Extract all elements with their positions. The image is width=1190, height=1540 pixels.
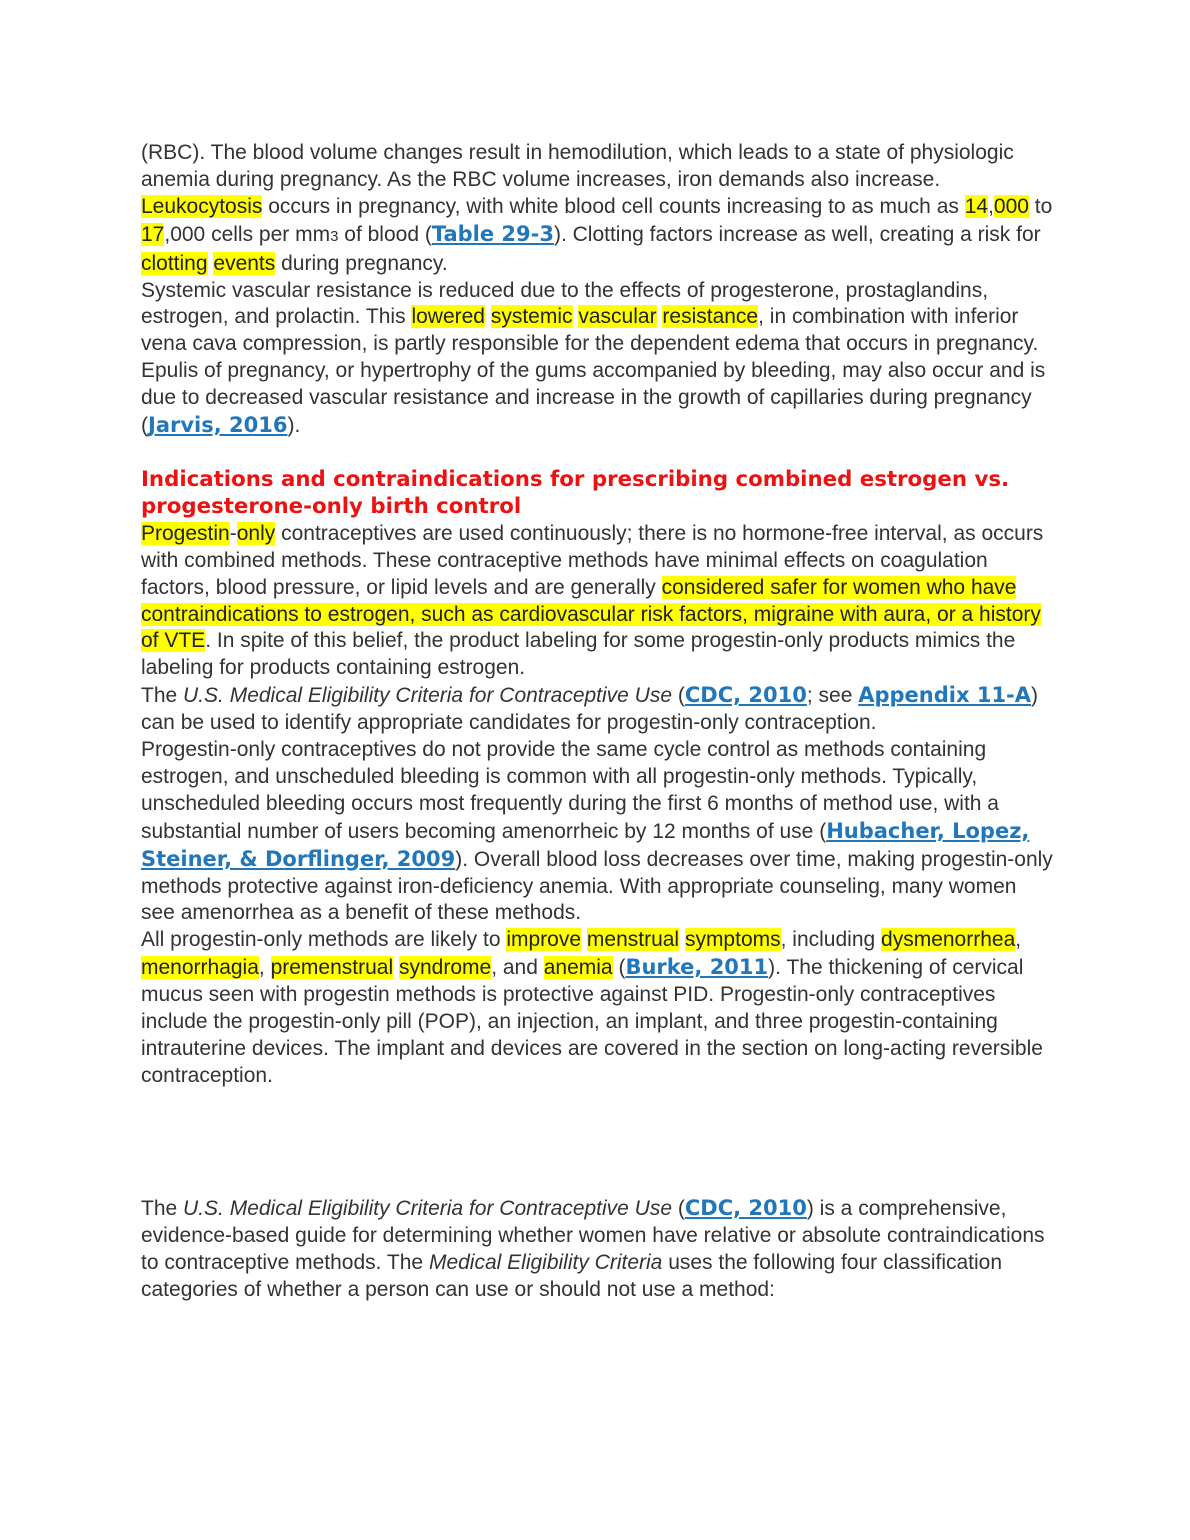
highlight: only: [236, 521, 276, 545]
highlight: anemia: [543, 956, 613, 980]
link-cdc-2010[interactable]: CDC, 2010: [684, 683, 807, 708]
highlight: dysmenorrhea: [881, 928, 1016, 952]
link-jarvis-2016[interactable]: Jarvis, 2016: [148, 413, 288, 438]
link-hubacher-2009[interactable]: Hubacher, Lopez, Steiner, & Dorflinger, 2009: [141, 818, 1030, 871]
highlight: syndrome: [398, 956, 492, 980]
paragraph-cycle-control: Progestin-only contraceptives do not provide the same cycle control as methods containing estrogen, and unscheduled bleeding is common with all progestin-only methods. Typically, unscheduled bleeding occurs most frequently during the first 6 months of method use, with a substantial number of users becoming amenorrheic by 12 months of use (Hubacher, Lopez, Steiner, & Dorflinger, 2009). Overall blood loss decreases over time, making progestin-only methods protective against iron-deficiency anemia. With appropriate counseling, many women see amenorrhea as a benefit of these methods.: [141, 738, 1053, 925]
paragraph-blood-volume: (RBC). The blood volume changes result in hemodilution, which leads to a state of physiologic anemia during pregnancy. As the RBC volume increases, iron demands also increase. Leukocytosis occurs in pregnancy, with white blood cell counts increasing to as much as 14,000 to 17,000 cells per mm3 of blood (Table 29-3). Clotting factors increase as well, creating a risk for clotting events during pregnancy.: [141, 141, 1053, 275]
highlight: symptoms: [684, 928, 781, 952]
highlight: systemic: [490, 305, 573, 329]
highlight: Progestin: [141, 521, 230, 545]
paragraph-progestin-only: Progestin-only contraceptives are used continuously; there is no hormone-free interval, as occurs with combined methods. These contraceptive methods have minimal effects on coagulation factors, blood pressure, or lipid levels and are generally considered safer for women who have contraindications to estrogen, such as cardiovascular risk factors, migraine with aura, or a history of VTE. In spite of this belief, the product labeling for some progestin-only products mimics the labeling for products containing estrogen.: [141, 521, 1044, 680]
highlight: resistance: [662, 305, 759, 329]
highlight: Leukocytosis: [141, 194, 263, 218]
section-heading: Indications and contraindications for prescribing combined estrogen vs. progesterone-only birth control: [141, 466, 1010, 519]
highlight: events: [213, 251, 276, 275]
paragraph-vascular-resistance: Systemic vascular resistance is reduced due to the effects of progesterone, prostaglandins, estrogen, and prolactin. This lowered systemic vascular resistance, in combination with inferior vena cava compression, is partly responsible for the dependent edema that occurs in pregnancy. Epulis of pregnancy, or hypertrophy of the gums accompanied by bleeding, may also occur and is due to decreased vascular resistance and increase in the growth of capillaries during pregnancy (Jarvis, 2016).: [141, 278, 1046, 438]
paragraph-mec-categories: The U.S. Medical Eligibility Criteria for Contraceptive Use (CDC, 2010) is a comprehensive, evidence-based guide for determining whether women have relative or absolute contraindications to contraceptive methods. The Medical Eligibility Criteria uses the following four classification categories of whether a person can use or should not use a method:: [141, 1195, 1045, 1301]
paragraph-eligibility-criteria: The U.S. Medical Eligibility Criteria for Contraceptive Use (CDC, 2010; see Appendix 11-A) can be used to identify appropriate candidates for progestin-only contraception.: [141, 683, 1039, 735]
highlight: premenstrual: [270, 956, 394, 980]
highlight: clotting: [141, 251, 208, 275]
highlight: lowered: [411, 305, 485, 329]
highlight: improve: [506, 928, 582, 952]
highlight: 000: [993, 194, 1029, 218]
highlight: menstrual: [586, 928, 680, 952]
highlight: menorrhagia: [141, 956, 259, 980]
link-appendix-11-a[interactable]: Appendix 11-A: [858, 683, 1032, 708]
link-table-29-3[interactable]: Table 29-3: [431, 221, 554, 246]
highlight: vascular: [578, 305, 657, 329]
link-burke-2011[interactable]: Burke, 2011: [625, 955, 769, 980]
highlight: 17: [141, 222, 165, 246]
document-page: [141, 140, 1053, 1303]
link-cdc-2010-second[interactable]: CDC, 2010: [684, 1195, 807, 1220]
highlight: 14: [964, 194, 989, 218]
highlight: considered safer for women who have contraindications to estrogen, such as cardiovascular risk factors, migraine with aura, or a history of VTE: [141, 575, 1041, 653]
paragraph-menstrual-symptoms: All progestin-only methods are likely to improve menstrual symptoms, including dysmenorrhea, menorrhagia, premenstrual syndrome, and anemia (Burke, 2011). The thickening of cervical mucus seen with progestin methods is protective against PID. Progestin-only contraceptives include the progestin-only pill (POP), an injection, an implant, and three progestin-containing intrauterine devices. The implant and devices are covered in the section on long-acting reversible contraception.: [141, 928, 1043, 1087]
